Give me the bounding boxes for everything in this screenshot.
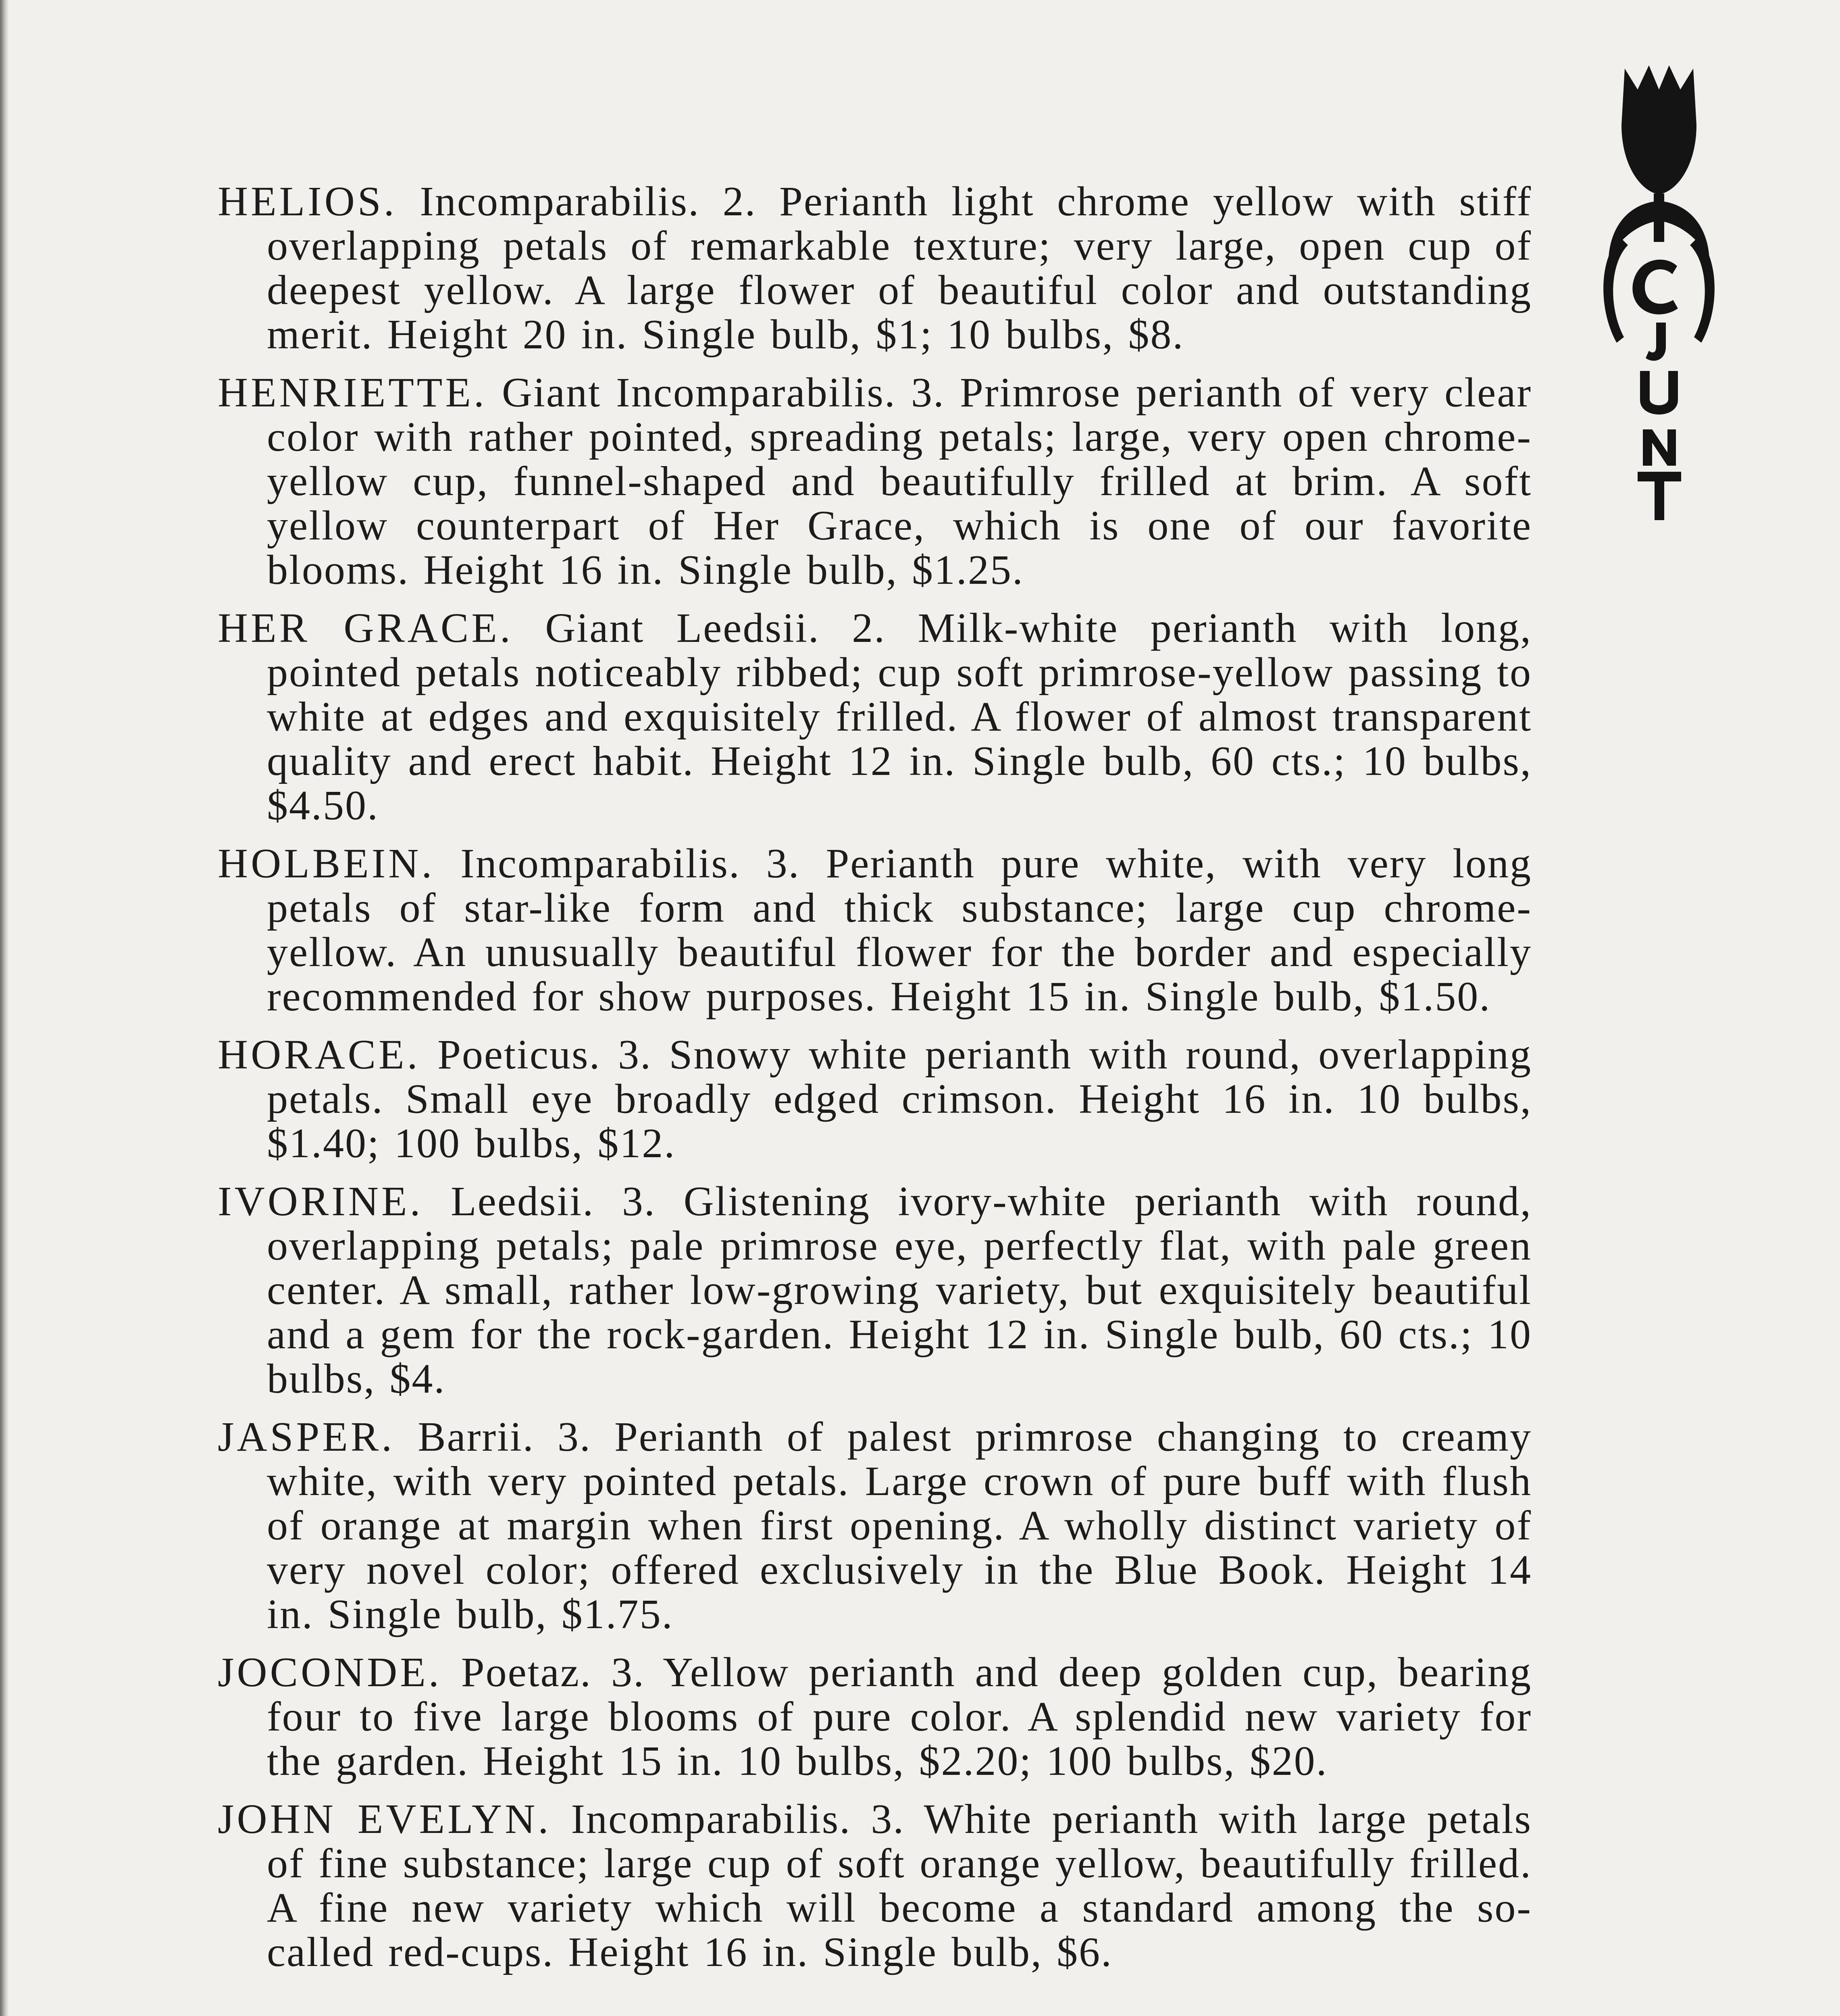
catalog-entry [218,1650,1532,1783]
catalog-entry [218,371,1532,592]
entry-description: Giant Incomparabilis. 3. Primrose perianth of very clear color with rather pointed, spreading petals; large, very open chrome-yellow cup, funnel-shaped and beautifully frilled at brim. A soft yellow counterpart of Her Grace, which is one of our favorite blooms. Height 16 in. Single bulb, $1.25. [267,369,1532,593]
entry-name: HOLBEIN. [218,840,435,887]
entry-description: Leedsii. 3. Glistening ivory-white perianth with round, overlapping petals; pale primrose eye, perfectly flat, with pale green center. A small, rather low-growing variety, but exquisitely beautiful and a gem for the rock-garden. Height 12 in. Single bulb, 60 cts.; 10 bulbs, $4. [267,1178,1532,1402]
entry-description: Barrii. 3. Perianth of palest primrose changing to creamy white, with very pointed petals. Large crown of pure buff with flush of orange at margin when first opening. A wholly distinct variety of very novel color; offered exclusively in the Blue Book. Height 14 in. Single bulb, $1.75. [267,1414,1532,1637]
entry-name: HORACE. [218,1031,420,1078]
entry-name: HENRIETTE. [218,369,487,416]
entry-name: IVORINE. [218,1178,423,1225]
catalog-entry [218,179,1532,357]
entry-description: Poetaz. 3. Yellow perianth and deep golden cup, bearing four to five large blooms of pure color. A splendid new variety for the garden. Height 15 in. 10 bulbs, $2.20; 100 bulbs, $20. [267,1649,1532,1784]
entry-name: JOCONDE. [218,1649,442,1695]
entry-name: JASPER. [218,1414,395,1460]
entry-description: Incomparabilis. 3. White perianth with large petals of fine substance; large cup of soft orange yellow, beautifully frilled. A fine new variety which will become a standard among the so-called red-cups. Height 16 in. Single bulb, $6. [267,1796,1532,1975]
entry-name: HER GRACE. [218,605,513,651]
entry-name: HELIOS. [218,178,397,225]
catalog-entry [218,1797,1532,1974]
catalog-entry [218,841,1532,1019]
catalog-entry [218,1033,1532,1166]
catalog-entry [218,606,1532,828]
tulip-monogram-icon [1592,65,1726,524]
entry-description: Poeticus. 3. Snowy white perianth with round, overlapping petals. Small eye broadly edged crimson. Height 16 in. 10 bulbs, $1.40; 100 bulbs, $12. [267,1031,1532,1166]
entry-description: Giant Leedsii. 2. Milk-white perianth with long, pointed petals noticeably ribbed; cup soft primrose-yellow passing to white at edges and exquisitely frilled. A flower of almost transparent quality and erect habit. Height 12 in. Single bulb, 60 cts.; 10 bulbs, $4.50. [267,605,1532,829]
entry-name: JOHN EVELYN. [218,1796,552,1842]
entry-description: Incomparabilis. 3. Perianth pure white, with very long petals of star-like form and thick substance; large cup chrome-yellow. An unusually beautiful flower for the border and especially recommended for show purposes. Height 15 in. Single bulb, $1.50. [267,840,1532,1020]
entry-description: Incomparabilis. 2. Perianth light chrome yellow with stiff overlapping petals of remarkable texture; very large, open cup of deepest yellow. A large flower of beautiful color and outstanding merit. Height 20 in. Single bulb, $1; 10 bulbs, $8. [267,178,1532,358]
page-edge-shadow [0,0,9,2016]
catalog-entries [218,179,1532,1988]
catalog-entry [218,1415,1532,1637]
catalog-entry [218,1179,1532,1401]
